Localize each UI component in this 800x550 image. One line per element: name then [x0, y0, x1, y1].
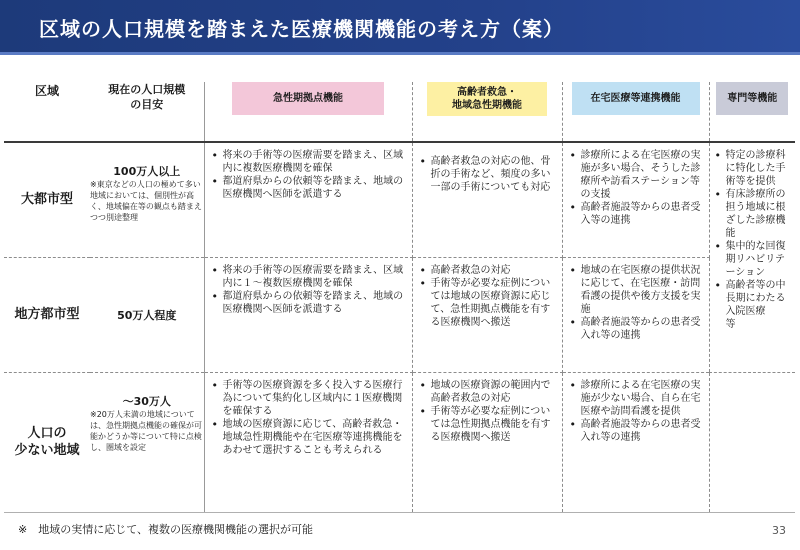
col-header-area: 区域 — [4, 82, 90, 142]
title-accent-line — [0, 52, 800, 55]
page-number: 33 — [772, 524, 786, 537]
list-item: • 有床診療所の担う地域に根ざした診療機能 — [726, 188, 794, 240]
title-bar — [0, 0, 800, 55]
header-row — [4, 82, 795, 142]
pop-note-metro: ※東京などの人口の極めて多い地域においては、個別性が高く、地域偏在等の観点も踏まえつつ別途整理 — [90, 180, 202, 222]
home-cell — [562, 372, 709, 512]
col-header-home — [562, 82, 709, 142]
list-item: • 集中的な回復期リハビリテーション — [726, 240, 794, 279]
area-cell — [4, 257, 90, 372]
col-header-population-text: 現在の人口規模 の目安 — [108, 83, 186, 111]
population-cell — [90, 142, 204, 257]
col-header-acute — [204, 82, 412, 142]
acute-pill: 急性期拠点機能 — [232, 82, 384, 115]
elderly-pill: 高齢者救急・ 地域急性期機能 — [427, 82, 547, 116]
specialty-cell — [709, 142, 795, 372]
home-pill: 在宅医療等連携機能 — [572, 82, 700, 115]
population-cell — [90, 257, 204, 372]
list-item: • 手術等の医療資源を多く投入する医療行為について集約化し区域内に１医療機関を確保する — [223, 379, 406, 418]
pop-main-metro: 100万人以上 — [113, 165, 181, 178]
list-item: • 高齢者救急の対応 — [431, 264, 556, 277]
acute-cell — [204, 257, 412, 372]
list-item: • 高齢者施設等からの患者受入れ等の連携 — [581, 418, 703, 444]
area-label-regional: 地方都市型 — [14, 307, 80, 322]
pop-note-low: ※20万人未満の地域については、急性期拠点機能の確保が可能かどうか等について特に点検し、圏域を設定 — [90, 409, 202, 452]
list-item: • 高齢者等の中長期にわたる入院医療 等 — [726, 279, 794, 331]
area-cell — [4, 142, 90, 257]
table-row-low — [4, 372, 795, 512]
pop-main-regional: 50万人程度 — [117, 308, 177, 322]
specialty-pill: 専門等機能 — [716, 82, 788, 115]
list-item: • 地域の在宅医療の提供状況に応じて、在宅医療・訪問看護の提供や後方支援を実施 — [581, 264, 703, 316]
list-item: • 高齢者施設等からの患者受入等の連携 — [581, 201, 703, 227]
table-row-regional — [4, 257, 795, 372]
list-item: • 手術等が必要な症例については急性期拠点機能を有する医療機関へ搬送 — [431, 405, 556, 444]
area-label-metro: 大都市型 — [20, 192, 73, 208]
list-item: • 都道府県からの依頼等を踏まえ、地域の医療機関へ医師を派遣する — [223, 290, 406, 316]
footer-note: ※ 地域の実情に応じて、複数の医療機関機能の選択が可能 — [18, 523, 313, 536]
elderly-cell — [412, 372, 562, 512]
list-item: • 都道府県からの依頼等を踏まえ、地域の医療機関へ医師を派遣する — [223, 175, 406, 201]
home-cell — [562, 257, 709, 372]
elderly-cell — [412, 142, 562, 257]
area-label-low: 人口の 少ない地域 — [14, 426, 80, 458]
list-item: • 診療所による在宅医療の実施が少ない場合、自ら在宅医療や訪問看護を提供 — [581, 379, 703, 418]
pop-main-low: ～30万人 — [122, 394, 171, 408]
list-item: • 特定の診療科に特化した手術等を提供 — [726, 149, 794, 188]
list-item: • 将来の手術等の医療需要を踏まえ、区域内に複数医療機関を確保 — [223, 149, 406, 175]
list-item: • 地域の医療資源に応じて、高齢者救急・地域急性期機能や在宅医療等連携機能をあわせて選択することも考えられる — [223, 418, 406, 457]
table-row-metro — [4, 142, 795, 257]
acute-cell — [204, 372, 412, 512]
col-header-population — [90, 82, 204, 142]
elderly-cell — [412, 257, 562, 372]
functions-table — [4, 82, 795, 513]
page-title: 区域の人口規模を踏まえた医療機関機能の考え方（案） — [39, 17, 564, 41]
population-cell — [90, 372, 204, 512]
acute-cell — [204, 142, 412, 257]
list-item: • 診療所による在宅医療の実施が多い場合、そうした診療所や訪看ステーション等の支援 — [581, 149, 703, 201]
list-item: • 高齢者救急の対応の他、骨折の手術など、頻度の多い一部の手術についても対応 — [431, 155, 556, 194]
home-cell — [562, 142, 709, 257]
list-item: • 将来の手術等の医療需要を踏まえ、区域内に１～複数医療機関を確保 — [223, 264, 406, 290]
list-item: • 手術等が必要な症例については地域の医療資源に応じて、急性期拠点機能を有する医療機関へ搬送 — [431, 277, 556, 329]
specialty-empty-cell — [709, 372, 795, 512]
col-header-specialty — [709, 82, 795, 142]
list-item: • 地域の医療資源の範囲内で高齢者救急の対応 — [431, 379, 556, 405]
list-item: • 高齢者施設等からの患者受入れ等の連携 — [581, 316, 703, 342]
area-cell — [4, 372, 90, 512]
col-header-elderly — [412, 82, 562, 142]
